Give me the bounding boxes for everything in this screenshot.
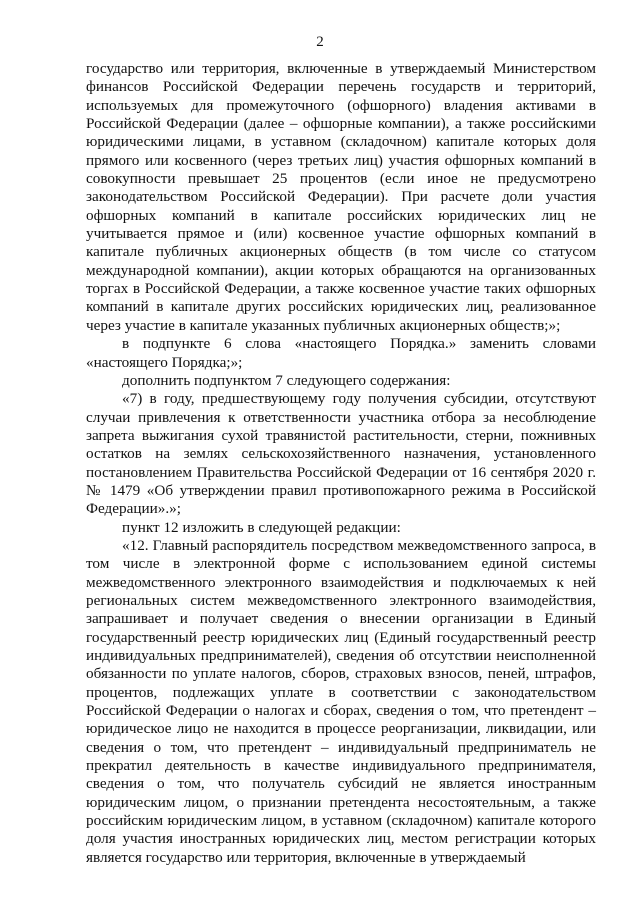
paragraph-item-12-text: «12. Главный распорядитель посредством межведомственного запроса, в том числе в электронной форме с использованием единой системы межведомственного электронного взаимодействия и подключаемых к ней региональных систем межведомственного электронного взаимодействия, запрашивает и получает сведения о внесении организации в Единый государственный реестр юридических лиц (Единый государственный реестр индивидуальных предпринимателей), сведения об отсутствии неисполненной обязанности по уплате налогов, сборов, страховых взносов, пеней, штрафов, процентов, подлежащих уплате в соответствии с законодательством Российской Федерации о налогах и сборах, сведения о том, что претендент – юридическое лицо не находится в процессе реорганизации, ликвидации, или сведения о том, что претендент – индивидуальный предприниматель не прекратил деятельность в качестве индивидуального предпринимателя, сведения о том, что получатель субсидий не является иностранным юридическим лицом, о признании претендента несостоятельным, а также российским юридическим лицом, в уставном (складочном) капитале которого доля участия иностранных юридических лиц, местом регистрации которых является государство или территория, включенные в утверждаемый: [86, 536, 596, 866]
paragraph-add-subitem-7: дополнить подпунктом 7 следующего содержания:: [122, 371, 451, 389]
paragraph-item-12-intro: пункт 12 изложить в следующей редакции:: [122, 518, 401, 536]
page-number: 2: [316, 34, 324, 50]
paragraph-subitem-7-text: «7) в году, предшествующему году получения субсидии, отсутствуют случаи привлечения к ответственности участника отбора за несоблюдение запрета выжигания сухой травянистой растительности, стерни, пожнивных остатков на землях сельскохозяйственного назначения, установленного постановлением Правительства Российской Федерации от 16 сентября 2020 г. № 1479 «Об утверждении правил противопожарного режима в Российской Федерации».»;: [86, 390, 596, 518]
document-body: [86, 60, 596, 867]
paragraph-subitem-6: в подпункте 6 слова «настоящего Порядка.» заменить словами «настоящего Порядка;»;: [86, 335, 596, 371]
paragraph-continuation: государство или территория, включенные в утверждаемый Министерством финансов Российской Федерации перечень государств и территорий, используемых для промежуточного (офшорного) владения активами в Российской Федерации (далее – офшорные компании), а также российскими юридическими лицами, в уставном (складочном) капитале которых доля прямого или косвенного (через третьих лиц) участия офшорных компаний в совокупности превышает 25 процентов (если иное не предусмотрено законодательством Российской Федерации). При расчете доли участия офшорных компаний в капитале российских юридических лиц не учитывается прямое и (или) косвенное участие офшорных компаний в капитале публичных акционерных обществ (в том числе со статусом международной компании), акции которых обращаются на организованных торгах в Российской Федерации, а также косвенное участие таких офшорных компаний в капитале других российских юридических лиц, реализованное через участие в капитале указанных публичных акционерных обществ;»;: [86, 60, 596, 334]
